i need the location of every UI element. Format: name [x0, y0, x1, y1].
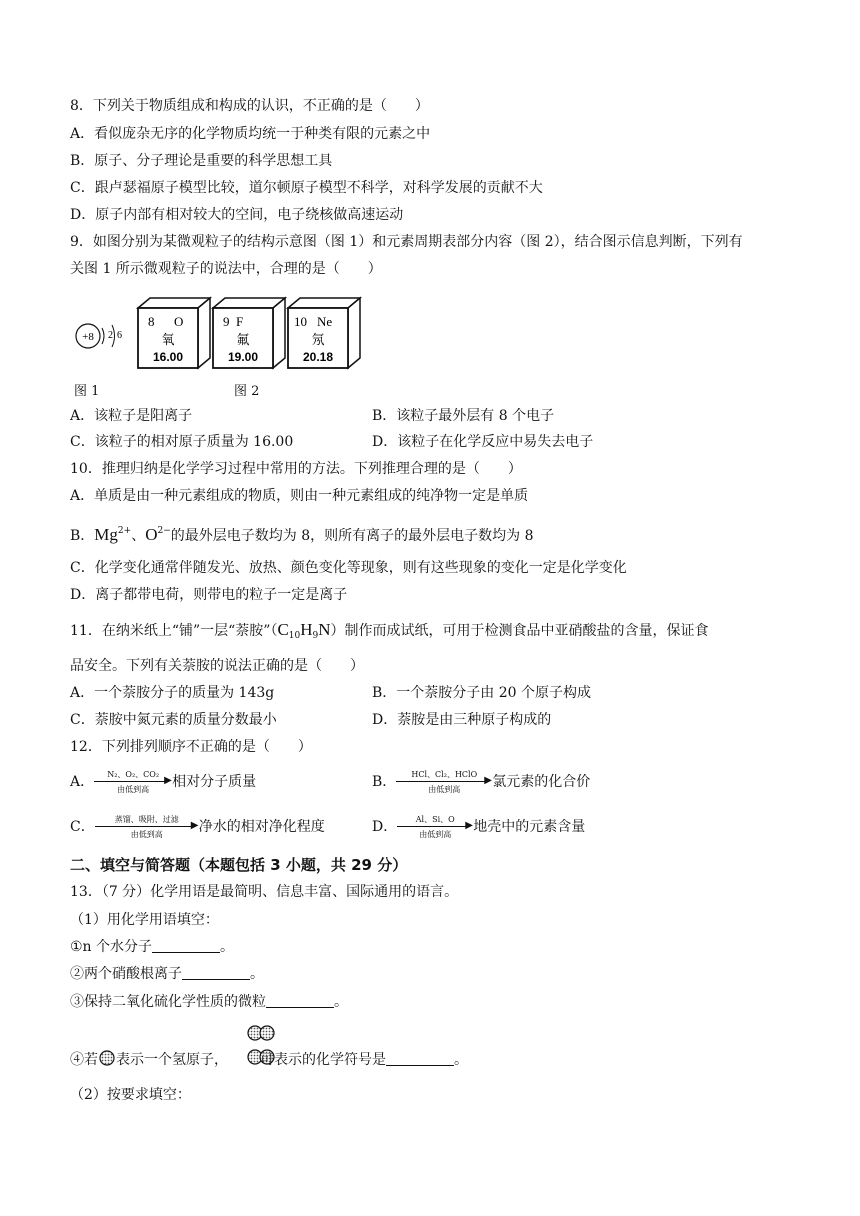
- q9-stem-line1: 9．如图分别为某微观粒子的结构示意图（图 1）和元素周期表部分内容（图 2），结合图示信息判断，下列有: [70, 234, 743, 250]
- q13-item-4-part-c: 可表示的化学符号是: [260, 1052, 386, 1068]
- q12-option-c-arrow-bottom: 由低到高: [130, 830, 163, 839]
- q9-stem-line2: 关图 1 所示微观粒子的说法中，合理的是（ ）: [70, 261, 382, 277]
- q12-option-c-arrow-top: 蒸馏、吸附、过滤: [114, 815, 179, 824]
- q13-item-1-text: ①n 个水分子: [70, 939, 153, 955]
- q11-option-c: C．萘胺中氮元素的质量分数最小: [70, 712, 277, 728]
- element-cell-fluorine: [213, 298, 285, 368]
- q12-option-c-arrow: [95, 815, 199, 839]
- element-cell-oxygen: [138, 298, 210, 368]
- q9-option-b: B．该粒子最外层有 8 个电子: [372, 408, 555, 424]
- arrow-right-icon: ▶: [465, 820, 473, 831]
- q12-option-c: [70, 815, 325, 839]
- q12-option-d-text: 地壳中的元素含量: [473, 819, 586, 835]
- q12-option-a-label: A．: [70, 774, 95, 790]
- q10-option-b-label: B．: [70, 528, 95, 544]
- element-mass-neon: 20.18: [302, 350, 334, 364]
- q12-option-b-arrow-bottom: 由低到高: [428, 785, 461, 794]
- q11-option-b: B．一个萘胺分子由 20 个原子构成: [372, 685, 592, 701]
- q9-option-c: C．该粒子的相对原子质量为 16.00: [70, 434, 294, 450]
- ion-o-charge: 2−: [157, 526, 171, 536]
- element-mass-fluorine: 19.00: [227, 350, 259, 364]
- element-number-neon: 10: [294, 314, 307, 329]
- q8-option-d: D．原子内部有相对较大的空间，电子绕核做高速运动: [70, 207, 404, 223]
- element-number-fluorine: 9: [223, 314, 230, 329]
- q11-stem-part-a: 11．在纳米纸上“铺”一层“萘胺”（: [70, 623, 278, 639]
- q13-item-4-part-a: ④若: [70, 1052, 98, 1068]
- q13-item-4: [70, 1050, 468, 1069]
- atom-shell-1-count: 2: [108, 330, 113, 341]
- q9-figure2-caption: 图 2: [234, 384, 260, 399]
- formula-h: H: [300, 620, 313, 639]
- q13-item-2: [70, 965, 264, 983]
- q12-option-a-arrow-bottom: 由低到高: [117, 785, 150, 794]
- formula-h-count: 9: [312, 631, 319, 641]
- q12-option-b: [372, 770, 590, 794]
- atom-nucleus-charge: +8: [82, 331, 94, 343]
- q9-option-d: D．该粒子在化学反应中易失去电子: [372, 434, 594, 450]
- q13-item-4-end: 。: [454, 1052, 468, 1068]
- q9-figure1-caption: 图 1: [74, 384, 100, 399]
- q11-option-d: D．萘胺是由三种原子构成的: [372, 712, 552, 728]
- formula-c: C: [277, 620, 289, 639]
- q13-part2-heading: （2）按要求填空：: [70, 1087, 191, 1103]
- element-symbol-oxygen: O: [174, 314, 184, 329]
- q10-option-b-rest: 的最外层电子数均为 8，则所有离子的最外层电子数均为 8: [170, 528, 534, 544]
- q12-option-a-text: 相对分子质量: [172, 774, 257, 790]
- q8-option-a: A．看似庞杂无序的化学物质均统一于种类有限的元素之中: [70, 126, 431, 142]
- q13-item-2-end: 。: [250, 966, 264, 982]
- q12-option-c-label: C．: [70, 819, 95, 835]
- element-symbol-neon: Ne: [317, 314, 333, 329]
- ion-mg: Mg: [94, 525, 118, 544]
- q13-item-3-text: ③保持二氧化硫化学性质的微粒: [70, 994, 266, 1010]
- q10-option-a: A．单质是由一种元素组成的物质，则由一种元素组成的纯净物一定是单质: [70, 488, 529, 504]
- q10-stem: 10．推理归纳是化学学习过程中常用的方法。下列推理合理的是（ ）: [70, 461, 522, 477]
- element-name-neon: 氖: [311, 333, 325, 348]
- q12-option-d-arrow-bottom: 由低到高: [419, 830, 452, 839]
- q13-item-1: [70, 938, 234, 956]
- element-symbol-fluorine: F: [236, 314, 244, 329]
- answer-blank-4[interactable]: [386, 1051, 454, 1066]
- atom-shell-2-count: 6: [117, 330, 122, 341]
- q13-item-2-text: ②两个硝酸根离子: [70, 966, 182, 982]
- arrow-right-icon: ▶: [164, 775, 172, 786]
- atom-structure-diagram: [76, 324, 122, 348]
- q12-option-b-text: 氯元素的化合价: [492, 774, 591, 790]
- q12-option-b-arrow: [396, 770, 492, 794]
- ion-o: O: [145, 525, 158, 544]
- q12-option-b-arrow-top: HCl、Cl₂、HClO: [411, 770, 478, 779]
- q13-part1-heading: （1）用化学用语填空：: [70, 912, 219, 928]
- q12-option-b-label: B．: [372, 774, 397, 790]
- q12-option-d-label: D．: [372, 819, 398, 835]
- q12-option-c-text: 净水的相对净化程度: [198, 819, 325, 835]
- q12-option-a: [70, 770, 256, 794]
- q13-item-1-end: 。: [220, 939, 235, 955]
- q11-stem-line2: 品安全。下列有关萘胺的说法正确的是（ ）: [70, 658, 364, 674]
- formula-c-count: 10: [288, 631, 301, 641]
- q10-option-c: C．化学变化通常伴随发光、放热、颜色变化等现象，则有这些现象的变化一定是化学变化: [70, 560, 627, 576]
- q13-item-3: [70, 993, 348, 1011]
- q10-option-d: D．离子都带电荷，则带电的粒子一定是离子: [70, 587, 348, 603]
- q11-stem-part-b: ）制作而成试纸，可用于检测食品中亚硝酸盐的含量，保证食: [330, 623, 709, 639]
- q8-option-c: C．跟卢瑟福原子模型比较，道尔顿原子模型不科学，对科学发展的贡献不大: [70, 180, 543, 196]
- element-name-fluorine: 氟: [236, 333, 250, 348]
- arrow-right-icon: ▶: [484, 775, 492, 786]
- formula-n: N: [318, 620, 331, 639]
- q13-item-4-part-b: 表示一个氢原子，: [116, 1052, 228, 1068]
- q9-figure-svg: [70, 292, 370, 372]
- q10-option-b: [70, 522, 533, 545]
- q8-option-b: B．原子、分子理论是重要的科学思想工具: [70, 153, 333, 169]
- atom-shell-arc-1: [102, 328, 104, 344]
- answer-blank-1[interactable]: [152, 938, 220, 953]
- answer-blank-2[interactable]: [182, 965, 250, 980]
- q12-option-a-arrow-top: N₂、O₂、CO₂: [107, 770, 160, 779]
- answer-blank-3[interactable]: [266, 993, 334, 1008]
- q12-stem: 12．下列排列顺序不正确的是（ ）: [70, 739, 312, 755]
- element-mass-oxygen: 16.00: [152, 350, 184, 364]
- q12-option-d: [372, 815, 585, 839]
- q12-option-d-arrow: [397, 815, 473, 839]
- q12-option-a-arrow: [94, 770, 172, 794]
- q9-figure: [70, 292, 370, 372]
- arrow-right-icon: ▶: [190, 820, 199, 831]
- element-name-oxygen: 氧: [161, 333, 175, 348]
- ion-mg-charge: 2+: [117, 526, 132, 536]
- q9-option-a: A．该粒子是阳离子: [70, 408, 193, 424]
- q13-stem: 13．（7 分）化学用语是最简明、信息丰富、国际通用的语言。: [70, 884, 459, 900]
- element-cell-neon: [288, 298, 360, 368]
- q11-stem-line1: [70, 621, 709, 645]
- q12-option-d-arrow-top: Al、Si、O: [415, 815, 455, 824]
- ion-separator: 、: [131, 528, 146, 544]
- element-number-oxygen: 8: [148, 314, 155, 329]
- q13-item-3-end: 。: [334, 994, 348, 1010]
- q8-stem: 8．下列关于物质组成和构成的认识，不正确的是（ ）: [70, 98, 429, 114]
- section-2-heading: 二、填空与简答题（本题包括 3 小题，共 29 分）: [70, 856, 408, 874]
- hydrogen-atom-icon: [98, 1050, 116, 1066]
- q11-option-a: A．一个萘胺分子的质量为 143g: [70, 685, 275, 701]
